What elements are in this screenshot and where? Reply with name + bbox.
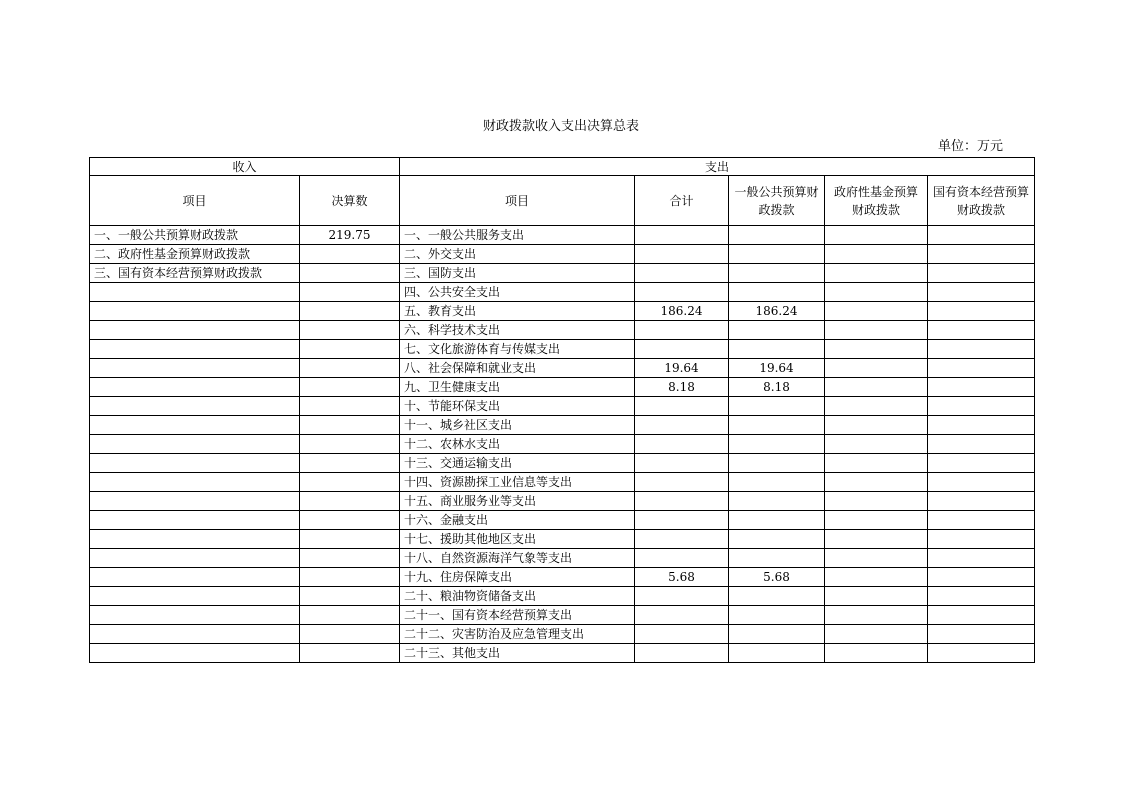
income-item-cell <box>90 511 300 530</box>
report-title: 财政拨款收入支出决算总表 <box>482 119 639 134</box>
state-capital-cell <box>928 606 1035 625</box>
expense-item-cell: 十三、交通运输支出 <box>400 454 635 473</box>
general-budget-cell <box>729 283 825 302</box>
expense-item-cell: 二十三、其他支出 <box>400 644 635 663</box>
state-capital-cell <box>928 568 1035 587</box>
income-amount-cell: 219.75 <box>300 226 400 245</box>
income-item-cell <box>90 454 300 473</box>
table-row <box>90 378 1035 397</box>
expense-item-cell: 九、卫生健康支出 <box>400 378 635 397</box>
income-amount-cell <box>300 606 400 625</box>
income-item-cell <box>90 606 300 625</box>
total-cell <box>635 606 729 625</box>
fund-budget-cell <box>825 606 928 625</box>
general-budget-cell: 19.64 <box>729 359 825 378</box>
total-cell <box>635 644 729 663</box>
income-item-cell: 一、一般公共预算财政拨款 <box>90 226 300 245</box>
fund-budget-cell <box>825 397 928 416</box>
fund-budget-cell <box>825 245 928 264</box>
table-row <box>90 283 1035 302</box>
income-amount-cell <box>300 530 400 549</box>
general-budget-cell <box>729 625 825 644</box>
state-capital-cell <box>928 530 1035 549</box>
total-cell <box>635 226 729 245</box>
general-budget-cell <box>729 549 825 568</box>
expense-item-cell: 七、文化旅游体育与传媒支出 <box>400 340 635 359</box>
general-budget-cell <box>729 587 825 606</box>
general-budget-cell <box>729 473 825 492</box>
income-amount-cell <box>300 283 400 302</box>
income-item-cell <box>90 321 300 340</box>
table-row <box>90 530 1035 549</box>
total-cell <box>635 511 729 530</box>
state-capital-cell <box>928 378 1035 397</box>
state-capital-cell <box>928 416 1035 435</box>
fund-budget-cell <box>825 226 928 245</box>
fund-budget-cell <box>825 264 928 283</box>
state-capital-cell <box>928 340 1035 359</box>
table-row <box>90 340 1035 359</box>
total-cell <box>635 435 729 454</box>
state-capital-cell <box>928 492 1035 511</box>
fund-budget-cell <box>825 530 928 549</box>
expense-item-cell: 三、国防支出 <box>400 264 635 283</box>
table-row <box>90 397 1035 416</box>
state-capital-cell <box>928 549 1035 568</box>
fund-budget-cell <box>825 511 928 530</box>
general-budget-cell <box>729 397 825 416</box>
table-row <box>90 302 1035 321</box>
state-capital-cell <box>928 644 1035 663</box>
table-row <box>90 264 1035 283</box>
fund-budget-cell <box>825 549 928 568</box>
table-row <box>90 245 1035 264</box>
income-amount-cell <box>300 511 400 530</box>
expense-item-header: 项目 <box>400 176 635 226</box>
fund-budget-cell <box>825 587 928 606</box>
total-cell <box>635 530 729 549</box>
expense-item-cell: 十五、商业服务业等支出 <box>400 492 635 511</box>
expense-item-cell: 二、外交支出 <box>400 245 635 264</box>
fund-budget-cell <box>825 435 928 454</box>
income-amount-cell <box>300 378 400 397</box>
expense-item-cell: 十四、资源勘探工业信息等支出 <box>400 473 635 492</box>
total-cell: 186.24 <box>635 302 729 321</box>
total-cell <box>635 321 729 340</box>
fund-budget-cell <box>825 568 928 587</box>
income-item-cell: 三、国有资本经营预算财政拨款 <box>90 264 300 283</box>
expense-item-cell: 十九、住房保障支出 <box>400 568 635 587</box>
general-budget-cell: 8.18 <box>729 378 825 397</box>
income-amount-cell <box>300 397 400 416</box>
income-item-header: 项目 <box>90 176 300 226</box>
table-row <box>90 511 1035 530</box>
state-capital-cell <box>928 511 1035 530</box>
state-capital-header: 国有资本经营预算财政拨款 <box>928 176 1035 226</box>
total-cell <box>635 454 729 473</box>
state-capital-cell <box>928 226 1035 245</box>
state-capital-cell <box>928 302 1035 321</box>
general-budget-cell <box>729 492 825 511</box>
income-item-cell <box>90 416 300 435</box>
fund-budget-cell <box>825 644 928 663</box>
income-amount-cell <box>300 435 400 454</box>
expense-item-cell: 四、公共安全支出 <box>400 283 635 302</box>
income-amount-cell <box>300 473 400 492</box>
income-amount-cell <box>300 492 400 511</box>
table-row <box>90 549 1035 568</box>
expense-item-cell: 八、社会保障和就业支出 <box>400 359 635 378</box>
income-item-cell <box>90 492 300 511</box>
total-cell: 5.68 <box>635 568 729 587</box>
general-budget-cell <box>729 264 825 283</box>
state-capital-cell <box>928 321 1035 340</box>
expense-item-cell: 二十一、国有资本经营预算支出 <box>400 606 635 625</box>
table-row <box>90 568 1035 587</box>
state-capital-cell <box>928 359 1035 378</box>
expense-item-cell: 十、节能环保支出 <box>400 397 635 416</box>
income-item-cell <box>90 644 300 663</box>
general-budget-cell <box>729 511 825 530</box>
income-amount-cell <box>300 549 400 568</box>
income-item-cell <box>90 397 300 416</box>
total-cell <box>635 549 729 568</box>
income-item-cell: 二、政府性基金预算财政拨款 <box>90 245 300 264</box>
total-cell <box>635 283 729 302</box>
income-amount-cell <box>300 302 400 321</box>
budget-table <box>89 157 1035 663</box>
general-budget-header: 一般公共预算财政拨款 <box>729 176 825 226</box>
expense-item-cell: 二十、粮油物资储备支出 <box>400 587 635 606</box>
income-item-cell <box>90 625 300 644</box>
income-amount-cell <box>300 625 400 644</box>
expense-item-cell: 十二、农林水支出 <box>400 435 635 454</box>
income-amount-cell <box>300 245 400 264</box>
state-capital-cell <box>928 264 1035 283</box>
unit-label: 单位：万元 <box>937 139 1003 154</box>
table-row <box>90 492 1035 511</box>
general-budget-cell: 186.24 <box>729 302 825 321</box>
state-capital-cell <box>928 397 1035 416</box>
expense-item-cell: 五、教育支出 <box>400 302 635 321</box>
general-budget-cell <box>729 340 825 359</box>
general-budget-cell <box>729 435 825 454</box>
income-amount-cell <box>300 321 400 340</box>
income-header: 收入 <box>90 158 400 176</box>
income-amount-header: 决算数 <box>300 176 400 226</box>
income-amount-cell <box>300 264 400 283</box>
income-item-cell <box>90 435 300 454</box>
state-capital-cell <box>928 435 1035 454</box>
table-row <box>90 435 1035 454</box>
table-row <box>90 473 1035 492</box>
fund-budget-cell <box>825 416 928 435</box>
fund-budget-cell <box>825 492 928 511</box>
income-item-cell <box>90 473 300 492</box>
expense-item-cell: 一、一般公共服务支出 <box>400 226 635 245</box>
total-cell <box>635 264 729 283</box>
income-amount-cell <box>300 416 400 435</box>
state-capital-cell <box>928 587 1035 606</box>
total-cell: 8.18 <box>635 378 729 397</box>
total-cell <box>635 245 729 264</box>
fund-budget-cell <box>825 473 928 492</box>
table-body <box>90 226 1035 663</box>
general-budget-cell <box>729 416 825 435</box>
income-item-cell <box>90 378 300 397</box>
income-item-cell <box>90 549 300 568</box>
income-item-cell <box>90 340 300 359</box>
total-cell <box>635 587 729 606</box>
general-budget-cell <box>729 454 825 473</box>
income-amount-cell <box>300 568 400 587</box>
income-item-cell <box>90 530 300 549</box>
total-cell <box>635 416 729 435</box>
table-row <box>90 321 1035 340</box>
header-row-group <box>90 158 1035 176</box>
expense-item-cell: 二十二、灾害防治及应急管理支出 <box>400 625 635 644</box>
state-capital-cell <box>928 625 1035 644</box>
income-item-cell <box>90 283 300 302</box>
income-amount-cell <box>300 359 400 378</box>
income-item-cell <box>90 359 300 378</box>
fund-budget-cell <box>825 340 928 359</box>
expense-item-cell: 十七、援助其他地区支出 <box>400 530 635 549</box>
total-header: 合计 <box>635 176 729 226</box>
table-row <box>90 644 1035 663</box>
total-cell <box>635 625 729 644</box>
state-capital-cell <box>928 245 1035 264</box>
fund-budget-cell <box>825 302 928 321</box>
fund-budget-cell <box>825 321 928 340</box>
general-budget-cell <box>729 644 825 663</box>
income-amount-cell <box>300 340 400 359</box>
fund-budget-cell <box>825 625 928 644</box>
total-cell <box>635 492 729 511</box>
table-row <box>90 587 1035 606</box>
table-row <box>90 625 1035 644</box>
general-budget-cell <box>729 226 825 245</box>
table-row <box>90 606 1035 625</box>
expense-item-cell: 十六、金融支出 <box>400 511 635 530</box>
expense-item-cell: 十八、自然资源海洋气象等支出 <box>400 549 635 568</box>
general-budget-cell <box>729 321 825 340</box>
general-budget-cell: 5.68 <box>729 568 825 587</box>
expense-item-cell: 十一、城乡社区支出 <box>400 416 635 435</box>
state-capital-cell <box>928 473 1035 492</box>
general-budget-cell <box>729 530 825 549</box>
header-row-columns <box>90 176 1035 226</box>
fund-budget-cell <box>825 378 928 397</box>
table-row <box>90 416 1035 435</box>
table-row <box>90 359 1035 378</box>
general-budget-cell <box>729 606 825 625</box>
total-cell <box>635 473 729 492</box>
expense-item-cell: 六、科学技术支出 <box>400 321 635 340</box>
table-row <box>90 226 1035 245</box>
total-cell <box>635 340 729 359</box>
income-amount-cell <box>300 644 400 663</box>
income-amount-cell <box>300 587 400 606</box>
table-row <box>90 454 1035 473</box>
general-budget-cell <box>729 245 825 264</box>
income-item-cell <box>90 302 300 321</box>
income-amount-cell <box>300 454 400 473</box>
total-cell: 19.64 <box>635 359 729 378</box>
income-item-cell <box>90 568 300 587</box>
income-item-cell <box>90 587 300 606</box>
expense-header: 支出 <box>400 158 1035 176</box>
state-capital-cell <box>928 283 1035 302</box>
fund-budget-cell <box>825 283 928 302</box>
state-capital-cell <box>928 454 1035 473</box>
fund-budget-cell <box>825 454 928 473</box>
fund-budget-header: 政府性基金预算财政拨款 <box>825 176 928 226</box>
total-cell <box>635 397 729 416</box>
fund-budget-cell <box>825 359 928 378</box>
